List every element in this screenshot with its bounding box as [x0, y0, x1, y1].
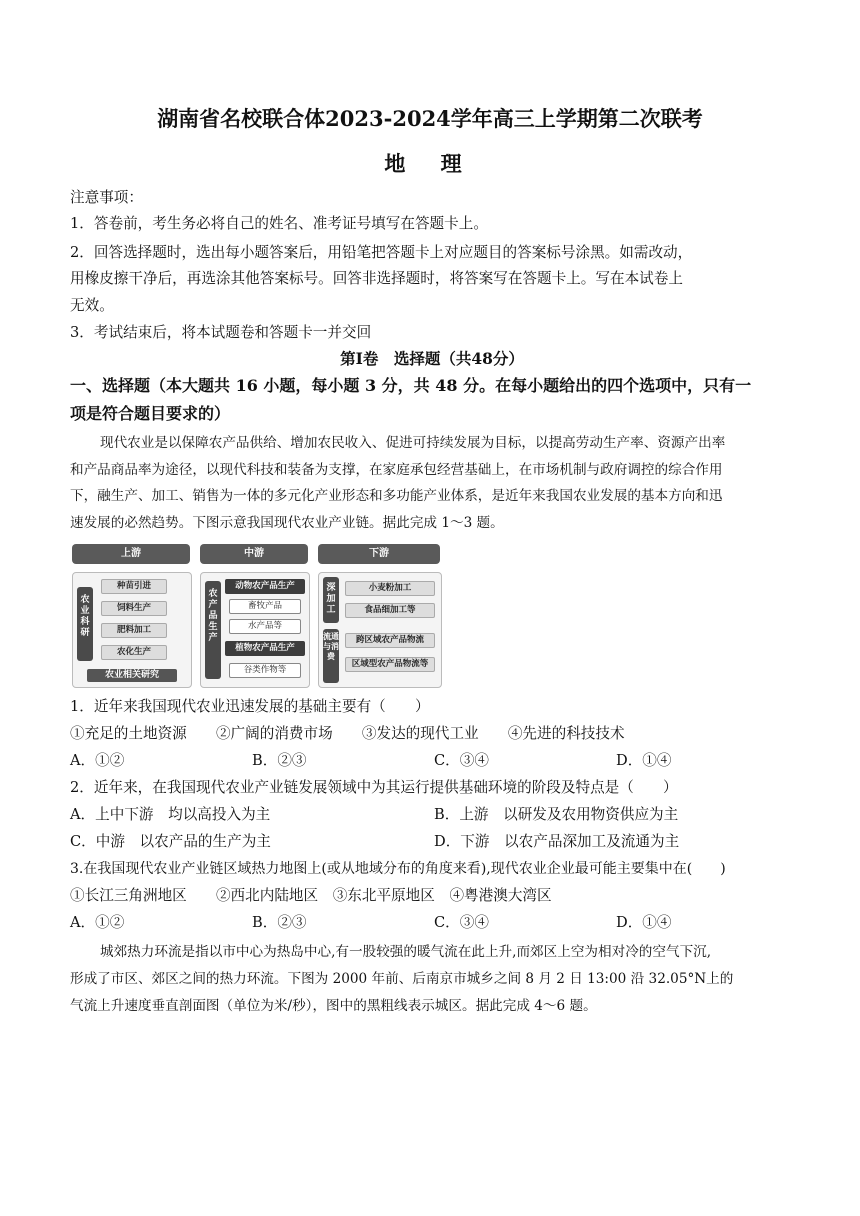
subject-title: 地 理 [384, 151, 476, 176]
q3-options: ①长江三角洲地区 ②西北内陆地区 ③东北平原地区 ④粤港澳大湾区 [70, 887, 552, 904]
upstream-side-label: 农业科研 [77, 587, 93, 661]
passage2-line-2: 形成了市区、郊区之间的热力环流。下图为 2000 年前、后南京市城乡之间 8 月 2 日 13:00 沿 32.05°N上的 [70, 971, 734, 987]
notice-item-2-line-1: 2．回答选择题时，选出每小题答案后，用铅笔把答题卡上对应题目的答案标号涂黑。如需改动， [70, 244, 693, 261]
downstream-header: 下游 [318, 544, 440, 564]
upstream-panel [72, 572, 192, 688]
q3-stem: 3.在我国现代农业产业链区域热力地图上(或从地域分布的角度来看),现代农业企业最可能主要集中在( ) [70, 861, 726, 877]
passage2-line-3: 气流上升速度垂直剖面图（单位为米/秒），图中的黑粗线表示城区。据此完成 4～6 题。 [70, 998, 597, 1014]
q2-stem: 2．近年来，在我国现代农业产业链发展领域中为其运行提供基础环境的阶段及特点是（ ） [70, 779, 678, 796]
passage1-line-1: 现代农业是以保障农产品供给、增加农民收入、促进可持续发展为目标，以提高劳动生产率、资源产出率 [100, 435, 726, 451]
notice-item-2-line-3: 无效。 [70, 297, 114, 314]
downstream-item-1: 小麦粉加工 [345, 581, 435, 596]
upstream-item-1: 种苗引进 [101, 579, 167, 594]
q1-option-a: A．①② [70, 752, 125, 769]
midstream-header: 中游 [200, 544, 308, 564]
q3-option-c: C．③④ [434, 914, 489, 931]
section-heading-line-2: 项是符合题目要求的） [70, 404, 231, 423]
q3-option-b: B．②③ [252, 914, 307, 931]
notice-item-3: 3．考试结束后，将本试题卷和答题卡一并交回 [70, 324, 372, 341]
q1-stem: 1．近年来我国现代农业迅速发展的基础主要有（ ） [70, 698, 430, 715]
q1-option-d: D．①④ [616, 752, 672, 769]
midstream-item-2: 畜牧产品 [229, 599, 301, 614]
q1-option-c: C．③④ [434, 752, 489, 769]
passage1-line-2: 和产品商品率为途径，以现代科技和装备为支撑，在家庭承包经营基础上，在市场机制与政府调控的综合作用 [70, 462, 723, 478]
passage2-line-1: 城郊热力环流是指以市中心为热岛中心,有一股较强的暖气流在此上升,而郊区上空为相对冷的空气下沉, [100, 944, 712, 960]
upstream-footer: 农业相关研究 [87, 669, 177, 682]
notice-item-1: 1．答卷前，考生务必将自己的姓名、准考证号填写在答题卡上。 [70, 215, 488, 232]
section-heading-line-1: 一、选择题（本大题共 16 小题，每小题 3 分，共 48 分。在每小题给出的四个选项中，只有一 [70, 376, 752, 395]
midstream-item-1: 动物农产品生产 [225, 579, 305, 594]
downstream-side-label-top: 深加工 [323, 577, 339, 623]
upstream-header: 上游 [72, 544, 190, 564]
q1-option-b: B．②③ [252, 752, 307, 769]
downstream-panel [318, 572, 442, 688]
notice-label: 注意事项： [70, 189, 143, 206]
downstream-side-label-bottom: 流通与消费 [323, 629, 339, 683]
q2-option-a: A．上中下游 均以高投入为主 [70, 806, 271, 823]
q2-option-d: D．下游 以农产品深加工及流通为主 [434, 833, 680, 850]
midstream-side-label: 农产品生产 [205, 581, 221, 679]
exam-title: 湖南省名校联合体2023-2024学年高三上学期第二次联考 [157, 106, 703, 131]
upstream-item-4: 农化生产 [101, 645, 167, 660]
q3-option-d: D．①④ [616, 914, 672, 931]
midstream-item-3: 水产品等 [229, 619, 301, 634]
passage1-line-4: 速发展的必然趋势。下图示意我国现代农业产业链。据此完成 1～3 题。 [70, 515, 504, 531]
downstream-item-3: 跨区域农产品物流 [345, 633, 435, 648]
passage1-line-3: 下，融生产、加工、销售为一体的多元化产业形态和多功能产业体系，是近年来我国农业发展的基本方向和迅 [70, 488, 723, 504]
q2-option-b: B．上游 以研发及农用物资供应为主 [434, 806, 679, 823]
downstream-item-2: 食品细加工等 [345, 603, 435, 618]
downstream-item-4: 区域型农产品物流等 [345, 657, 435, 672]
midstream-item-4: 植物农产品生产 [225, 641, 305, 656]
upstream-item-3: 肥料加工 [101, 623, 167, 638]
q3-option-a: A．①② [70, 914, 125, 931]
midstream-item-5: 谷类作物等 [229, 663, 301, 678]
upstream-item-2: 饲料生产 [101, 601, 167, 616]
midstream-panel [200, 572, 310, 688]
q1-options: ①充足的土地资源 ②广阔的消费市场 ③发达的现代工业 ④先进的科技技术 [70, 725, 625, 742]
industry-chain-figure [72, 544, 442, 686]
part1-heading: 第Ⅰ卷 选择题（共48分） [340, 349, 524, 368]
q2-option-c: C．中游 以农产品的生产为主 [70, 833, 271, 850]
notice-item-2-line-2: 用橡皮擦干净后，再选涂其他答案标号。回答非选择题时，将答案写在答题卡上。写在本试卷上 [70, 270, 683, 287]
